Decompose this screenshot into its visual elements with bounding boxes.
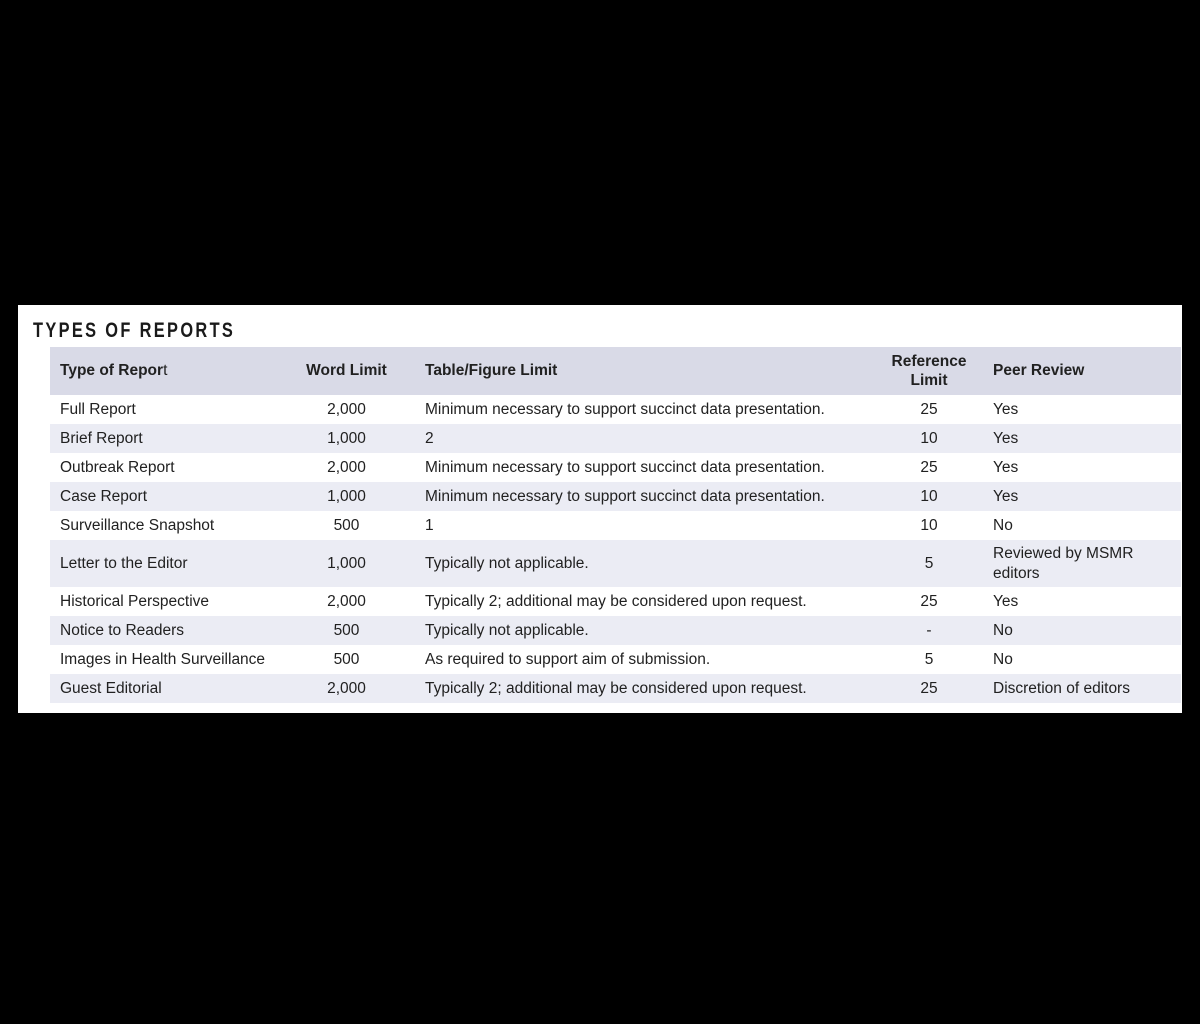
cell-reference-limit: 5: [924, 554, 934, 572]
cell-peer-review: Yes: [993, 592, 1019, 610]
cell-peer-review: Yes: [993, 400, 1019, 418]
cell-reference-limit: -: [926, 621, 932, 639]
cell-type-of-report: Surveillance Snapshot: [60, 516, 215, 534]
report-types-table: [50, 347, 1181, 703]
cell-peer-review: Reviewed by MSMR editors: [993, 545, 1134, 582]
cell-reference-limit: 10: [920, 429, 938, 447]
cell-table-figure-limit: Minimum necessary to support succinct data presentation.: [425, 458, 825, 476]
cell-type-of-report: Images in Health Surveillance: [60, 650, 266, 668]
table-row: [50, 674, 1181, 703]
cell-table-figure-limit: 2: [425, 429, 434, 447]
table-row: [50, 453, 1181, 482]
table-body: [50, 395, 1181, 703]
cell-word-limit: 500: [333, 650, 360, 668]
cell-word-limit: 1,000: [327, 487, 366, 505]
table-header-row: [50, 347, 1181, 395]
cell-table-figure-limit: 1: [425, 516, 434, 534]
cell-table-figure-limit: As required to support aim of submission.: [425, 650, 711, 668]
cell-table-figure-limit: Typically 2; additional may be considered upon request.: [425, 592, 807, 610]
cell-type-of-report: Notice to Readers: [60, 621, 185, 639]
table-row: [50, 424, 1181, 453]
table-row: [50, 482, 1181, 511]
column-header-peer-review: Peer Review: [993, 362, 1085, 380]
cell-reference-limit: 10: [920, 516, 938, 534]
cell-table-figure-limit: Typically not applicable.: [425, 554, 589, 572]
cell-peer-review: No: [993, 516, 1013, 534]
table-row: [50, 540, 1181, 587]
cell-peer-review: Discretion of editors: [993, 679, 1130, 697]
cell-word-limit: 2,000: [327, 458, 366, 476]
cell-type-of-report: Brief Report: [60, 429, 143, 447]
cell-type-of-report: Case Report: [60, 487, 148, 505]
table-row: [50, 587, 1181, 616]
cell-type-of-report: Letter to the Editor: [60, 554, 188, 572]
cell-reference-limit: 25: [920, 679, 938, 697]
cell-word-limit: 1,000: [327, 554, 366, 572]
report-types-panel: [18, 305, 1182, 713]
table-row: [50, 616, 1181, 645]
cell-type-of-report: Guest Editorial: [60, 679, 162, 697]
cell-reference-limit: 5: [924, 650, 934, 668]
cell-word-limit: 1,000: [327, 429, 366, 447]
cell-reference-limit: 25: [920, 458, 938, 476]
column-header-table-figure-limit: Table/Figure Limit: [425, 362, 558, 380]
cell-type-of-report: Historical Perspective: [60, 592, 210, 610]
cell-reference-limit: 10: [920, 487, 938, 505]
cell-type-of-report: Full Report: [60, 400, 136, 418]
cell-table-figure-limit: Typically 2; additional may be considered upon request.: [425, 679, 807, 697]
table-row: [50, 511, 1181, 540]
cell-peer-review: No: [993, 650, 1013, 668]
cell-word-limit: 2,000: [327, 679, 366, 697]
cell-peer-review: Yes: [993, 487, 1019, 505]
column-header-word-limit: Word Limit: [306, 362, 387, 380]
cell-word-limit: 500: [333, 621, 360, 639]
cell-table-figure-limit: Minimum necessary to support succinct data presentation.: [425, 487, 825, 505]
column-header-type-of-report: Type of Report: [60, 362, 168, 380]
cell-peer-review: Yes: [993, 458, 1019, 476]
column-header-reference-limit: Reference Limit: [891, 352, 967, 389]
cell-peer-review: No: [993, 621, 1013, 639]
cell-type-of-report: Outbreak Report: [60, 458, 175, 476]
cell-table-figure-limit: Typically not applicable.: [425, 621, 589, 639]
cell-reference-limit: 25: [920, 592, 938, 610]
cell-word-limit: 2,000: [327, 400, 366, 418]
cell-reference-limit: 25: [920, 400, 938, 418]
cell-table-figure-limit: Minimum necessary to support succinct data presentation.: [425, 400, 825, 418]
table-row: [50, 395, 1181, 424]
cell-word-limit: 500: [333, 516, 360, 534]
page-title: TYPES OF REPORTS: [33, 319, 236, 342]
table-row: [50, 645, 1181, 674]
cell-peer-review: Yes: [993, 429, 1019, 447]
cell-word-limit: 2,000: [327, 592, 366, 610]
